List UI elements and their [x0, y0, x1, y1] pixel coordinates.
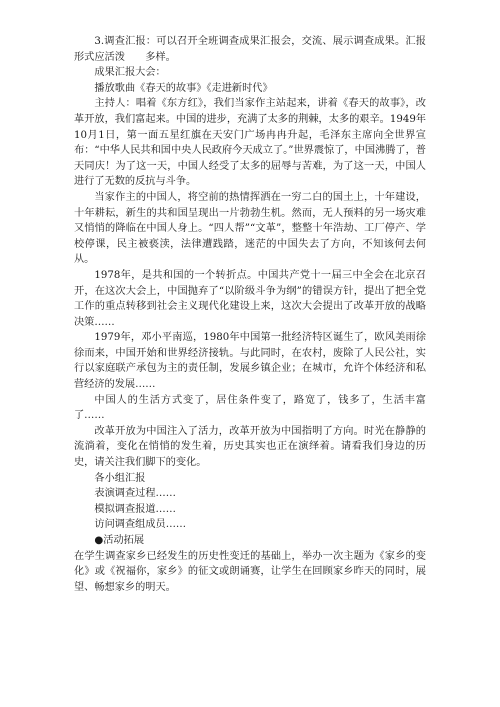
document-page: [74, 34, 426, 595]
paragraph-simulated-report: 模拟调查报道……: [94, 503, 176, 515]
paragraph-1978: 1978年，是共和国的一个转折点。中国共产党十一届三中全会在北京召开，在这次大会上，中国抛弃了“以阶级斗争为纲”的错误方针，提出了把全党工作的重点转移到社会主义现代化建设上来，这次大会提出了改革开放的战略决策……: [74, 269, 426, 328]
paragraph-activity-extension: ●活动拓展: [94, 535, 145, 546]
paragraph-1979: 1979年，邓小平南巡，1980年中国第一批经济特区诞生了，欧风美雨徐徐而来，中国开始和世界经济接轨。与此同时，在农村，废除了人民公社，实行以家庭联产承包为主的责任制，发展乡镇企业；在城市，允许个体经济和私营经济的发展……: [74, 332, 426, 391]
paragraph-reform-vitality: 改革开放为中国注入了活力，改革开放为中国指明了方向。时光在静静的流淌着，变化在悄悄的发生着，历史其实也正在演绎着。请看我们身边的历史，请关注我们脚下的变化。: [74, 425, 426, 469]
paragraph-ten-years: 当家作主的中国人，将空前的热情挥洒在一穷二白的国土上，十年建设，十年耕耘，新生的共和国呈现出一片勃勃生机。然而，无人预料的另一场灾难又悄悄的降临在中国人身上。“四人帮”“文革”，整整十年浩劫、工厂停产、学校停课，民主被亵渎，法律遭践踏，迷茫的中国失去了方向，不知该何去何从。: [74, 191, 426, 266]
paragraph-host-intro: 主持人：唱着《东方红》，我们当家作主站起来，讲着《春天的故事》，改革开放，我们富起来。中国的进步，充满了太多的荆棘，太多的艰辛。1949年10月1日，第一面五星红旗在天安门广场冉冉升起，毛泽东主席向全世界宣布：“中华人民共和国中央人民政府今天成立了。”世界震惊了，中国沸腾了，普天同庆！为了这一天，中国人经受了太多的屈辱与苦难，为了这一天，中国人进行了无数的反抗与斗争。: [74, 98, 426, 188]
paragraph-life-changes: 中国人的生活方式变了，居住条件变了，路宽了，钱多了，生活丰富了……: [74, 394, 426, 422]
paragraph-essay-contest: 在学生调查家乡已经发生的历史性变迁的基础上，举办一次主题为《家乡的变化》或《祝福你，家乡》的征文或朗诵赛，让学生在回顾家乡昨天的同时，展望、畅想家乡的明天。: [74, 550, 426, 593]
paragraph-survey-report: 3.调查汇报：可以召开全班调查成果汇报会，交流、展示调查成果。汇报形式应活泼 多样。: [74, 36, 426, 63]
paragraph-interview: 访问调查组成员……: [94, 519, 187, 531]
paragraph-performance: 表演调查过程……: [94, 488, 176, 500]
paragraph-group-reports: 各小组汇报: [94, 472, 146, 484]
paragraph-report-meeting: 成果汇报大会：: [94, 67, 166, 79]
paragraph-play-songs: 播放歌曲《春天的故事》《走进新时代》: [94, 82, 273, 94]
